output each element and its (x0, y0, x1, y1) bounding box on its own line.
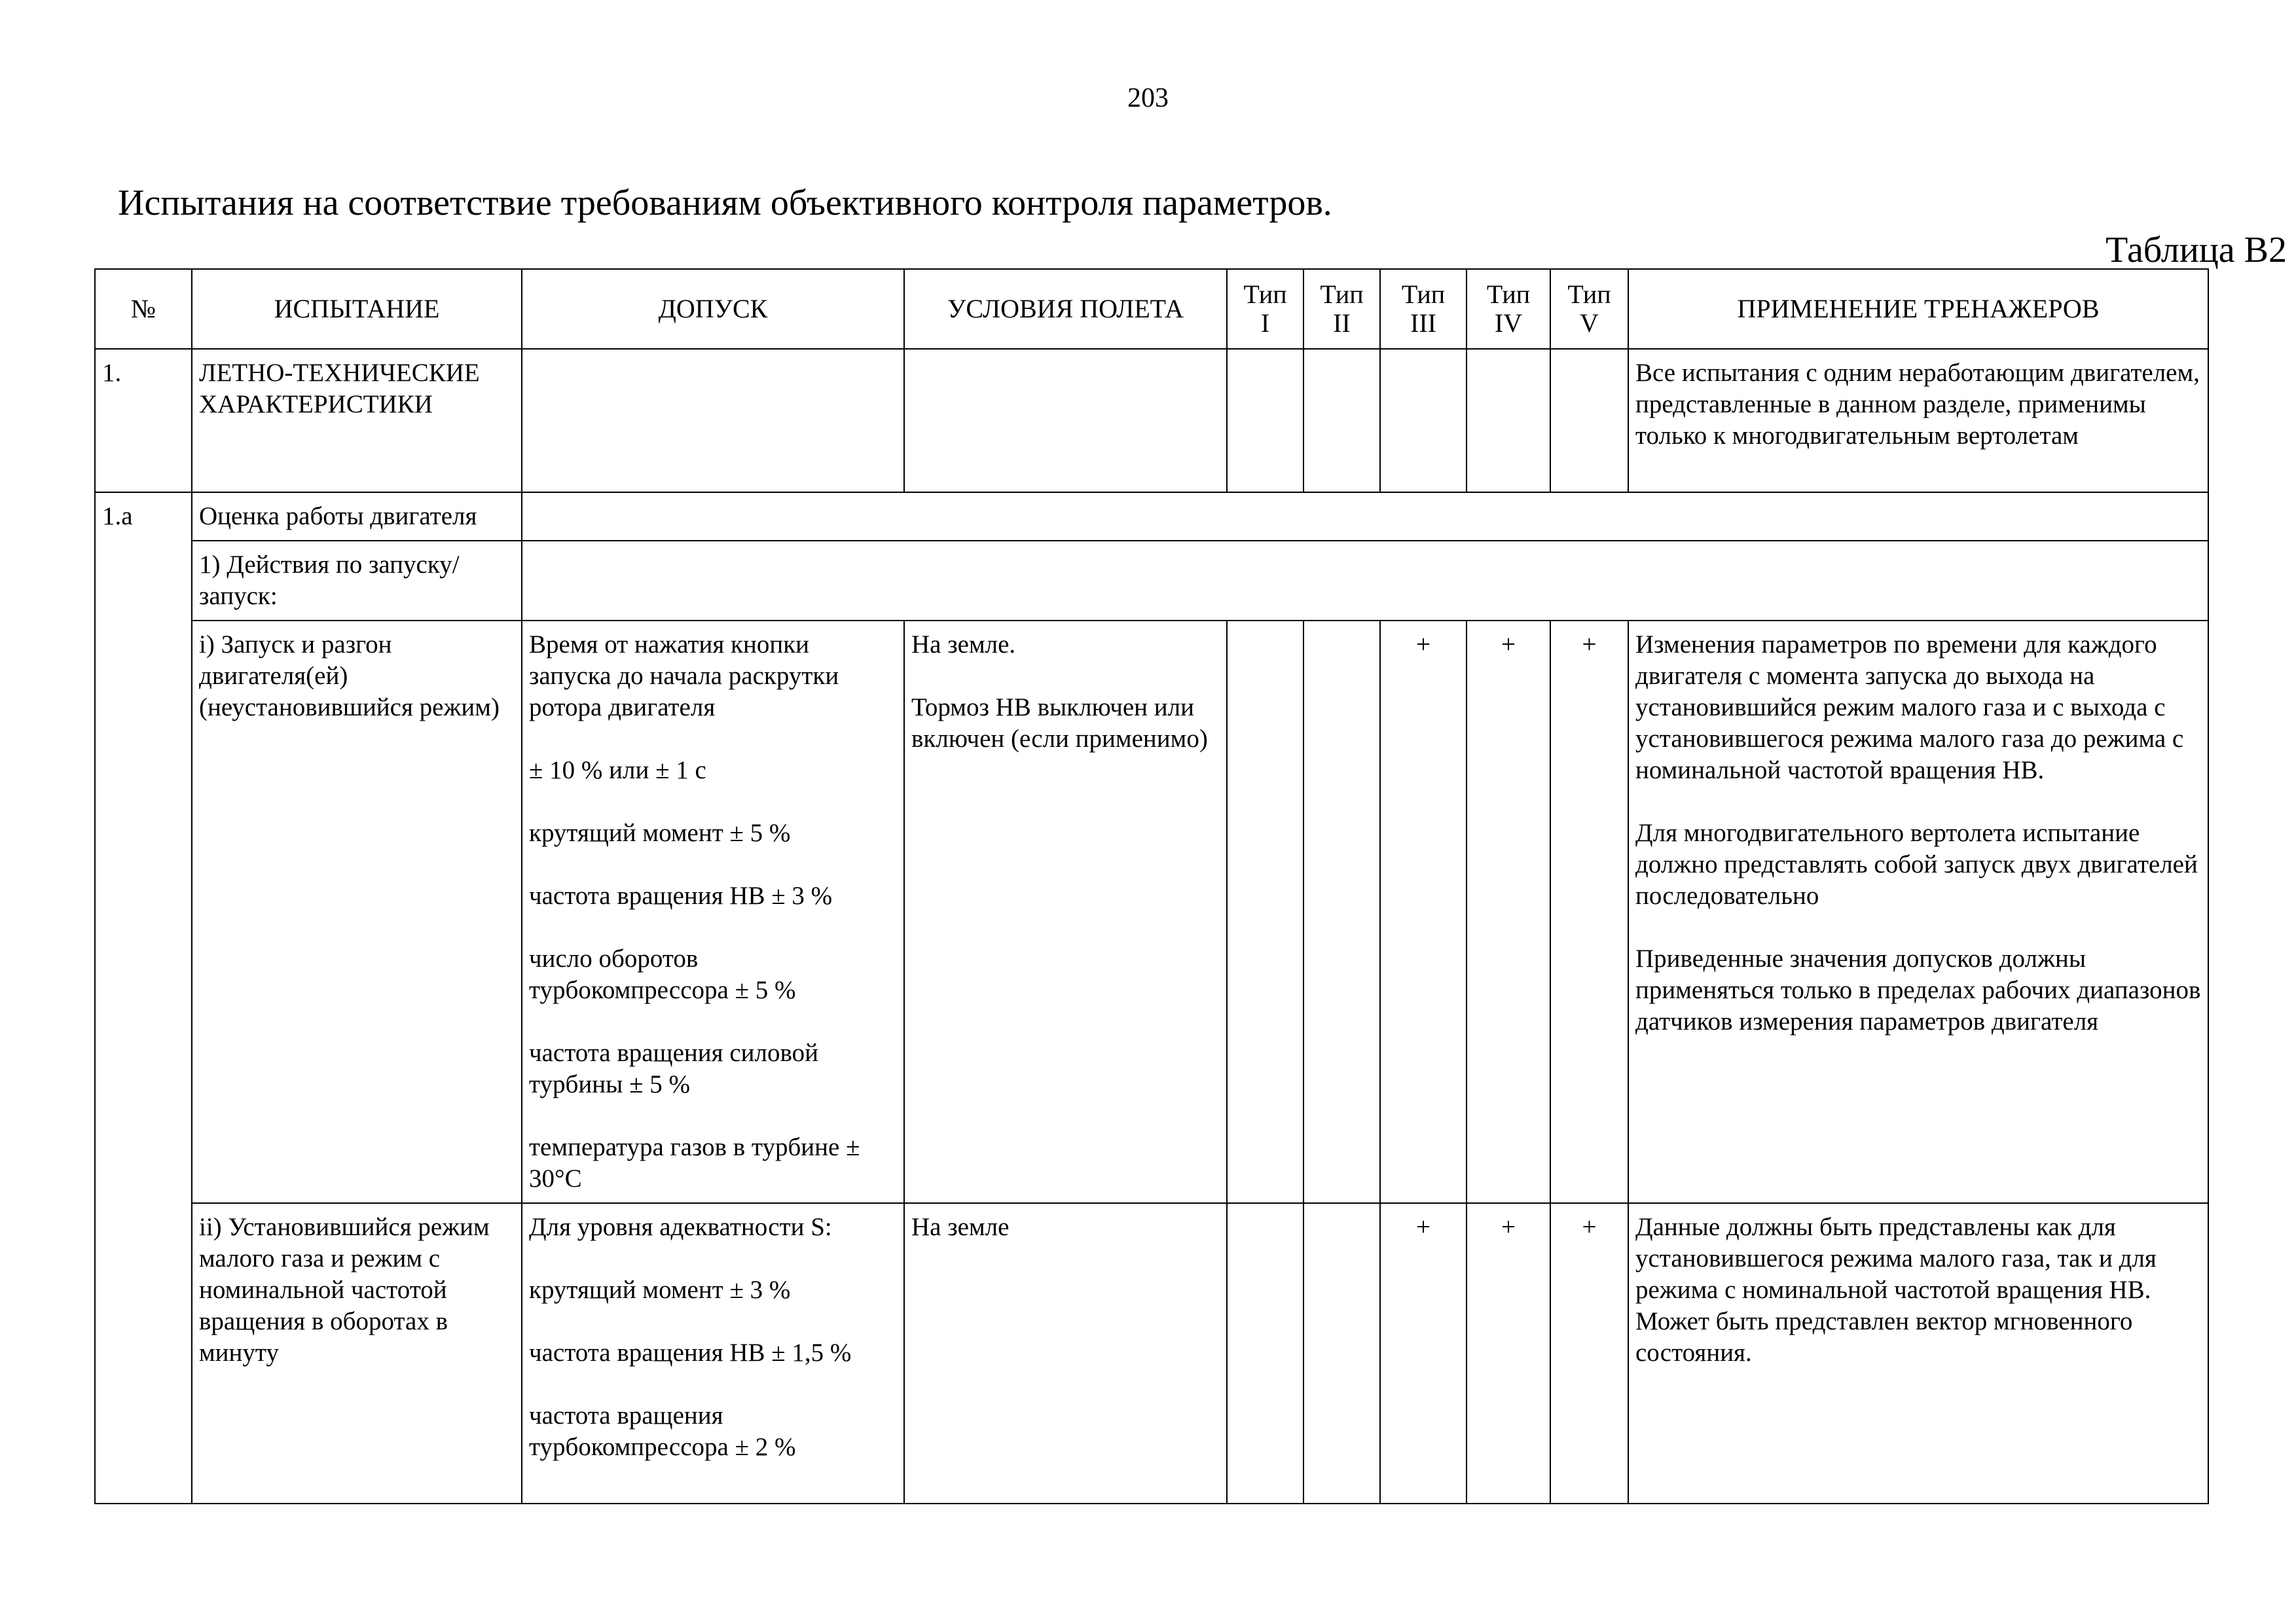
row-ii-conditions: На земле (904, 1203, 1227, 1504)
header-type-5: Тип V (1550, 269, 1628, 349)
table-row (95, 621, 2208, 1203)
row-i-application (1628, 621, 2208, 1203)
header-tolerance: ДОПУСК (522, 269, 904, 349)
row-ii-tolerance (522, 1203, 904, 1504)
conditions-line: На земле. (911, 630, 1016, 659)
row-ii-type-5: + (1550, 1203, 1628, 1504)
tolerance-line: Для уровня адекватности S: (529, 1213, 832, 1241)
tolerance-line: частота вращения НВ ± 1,5 % (529, 1339, 852, 1367)
row-i-conditions (904, 621, 1227, 1203)
row1a-num: 1.a (95, 492, 192, 1504)
row1-application: Все испытания с одним неработающим двигателем, представленные в данном разделе, применимы только к многодвигательным вертолетам (1628, 349, 2208, 492)
tolerance-line: число оборотов турбокомпрессора ± 5 % (529, 945, 796, 1004)
row-ii-application: Данные должны быть представлены как для установившегося режима малого газа, так и для режима с номинальной частотой вращения НВ. Может быть представлен вектор мгновенного состояния. (1628, 1203, 2208, 1504)
header-conditions: УСЛОВИЯ ПОЛЕТА (904, 269, 1227, 349)
header-type-2: Тип II (1303, 269, 1380, 349)
row-i-type-3: + (1380, 621, 1467, 1203)
startup-test: 1) Действия по запуску/запуск: (192, 541, 522, 621)
row-i-type-5: + (1550, 621, 1628, 1203)
tolerance-line: крутящий момент ± 5 % (529, 819, 791, 847)
tolerance-line: частота вращения турбокомпрессора ± 2 % (529, 1401, 796, 1461)
table-row (95, 541, 2208, 621)
row-i-tolerance (522, 621, 904, 1203)
table-row (95, 492, 2208, 541)
row1-test: ЛЕТНО-ТЕХНИЧЕСКИЕ ХАРАКТЕРИСТИКИ (192, 349, 522, 492)
row-ii-type-3: + (1380, 1203, 1467, 1504)
row1a-test: Оценка работы двигателя (192, 492, 522, 541)
table-row (95, 1203, 2208, 1504)
tolerance-line: частота вращения силовой турбины ± 5 % (529, 1039, 818, 1098)
tolerance-line: Время от нажатия кнопки запуска до начала раскрутки ротора двигателя (529, 630, 839, 721)
tolerance-line: ± 10 % или ± 1 с (529, 756, 706, 784)
requirements-table (94, 268, 2209, 1504)
tolerance-line: крутящий момент ± 3 % (529, 1276, 791, 1304)
table-header-row (95, 269, 2208, 349)
tolerance-line: частота вращения НВ ± 3 % (529, 882, 833, 910)
page-number: 203 (1127, 83, 1169, 113)
header-type-3: Тип III (1380, 269, 1467, 349)
conditions-line: Тормоз НВ выключен или включен (если применимо) (911, 693, 1208, 753)
page-title: Испытания на соответствие требованиям объективного контроля параметров. (118, 183, 1332, 223)
application-paragraph: Для многодвигательного вертолета испытание должно представлять собой запуск двух двигателей последовательно (1635, 819, 2198, 910)
header-application: ПРИМЕНЕНИЕ ТРЕНАЖЕРОВ (1628, 269, 2208, 349)
header-type-1: Тип I (1227, 269, 1303, 349)
application-paragraph: Приведенные значения допусков должны применяться только в пределах рабочих диапазонов датчиков измерения параметров двигателя (1635, 945, 2201, 1036)
row1-num: 1. (95, 349, 192, 492)
header-type-4: Тип IV (1467, 269, 1550, 349)
table-caption: Таблица В2 (2105, 230, 2287, 270)
row-ii-test: ii) Установившийся режим малого газа и режим с номинальной частотой вращения в оборотах в минуту (192, 1203, 522, 1504)
header-num: № (95, 269, 192, 349)
tolerance-line: температура газов в турбине ± 30°С (529, 1133, 860, 1193)
application-paragraph: Изменения параметров по времени для каждого двигателя с момента запуска до выхода на установившийся режим малого газа и с выхода с установившегося режима малого газа до режима с номинальной частотой вращения НВ. (1635, 630, 2184, 784)
row-ii-type-4: + (1467, 1203, 1550, 1504)
row-i-type-4: + (1467, 621, 1550, 1203)
table-row (95, 349, 2208, 492)
header-test: ИСПЫТАНИЕ (192, 269, 522, 349)
row-i-test: i) Запуск и разгон двигателя(ей) (неустановившийся режим) (192, 621, 522, 1203)
